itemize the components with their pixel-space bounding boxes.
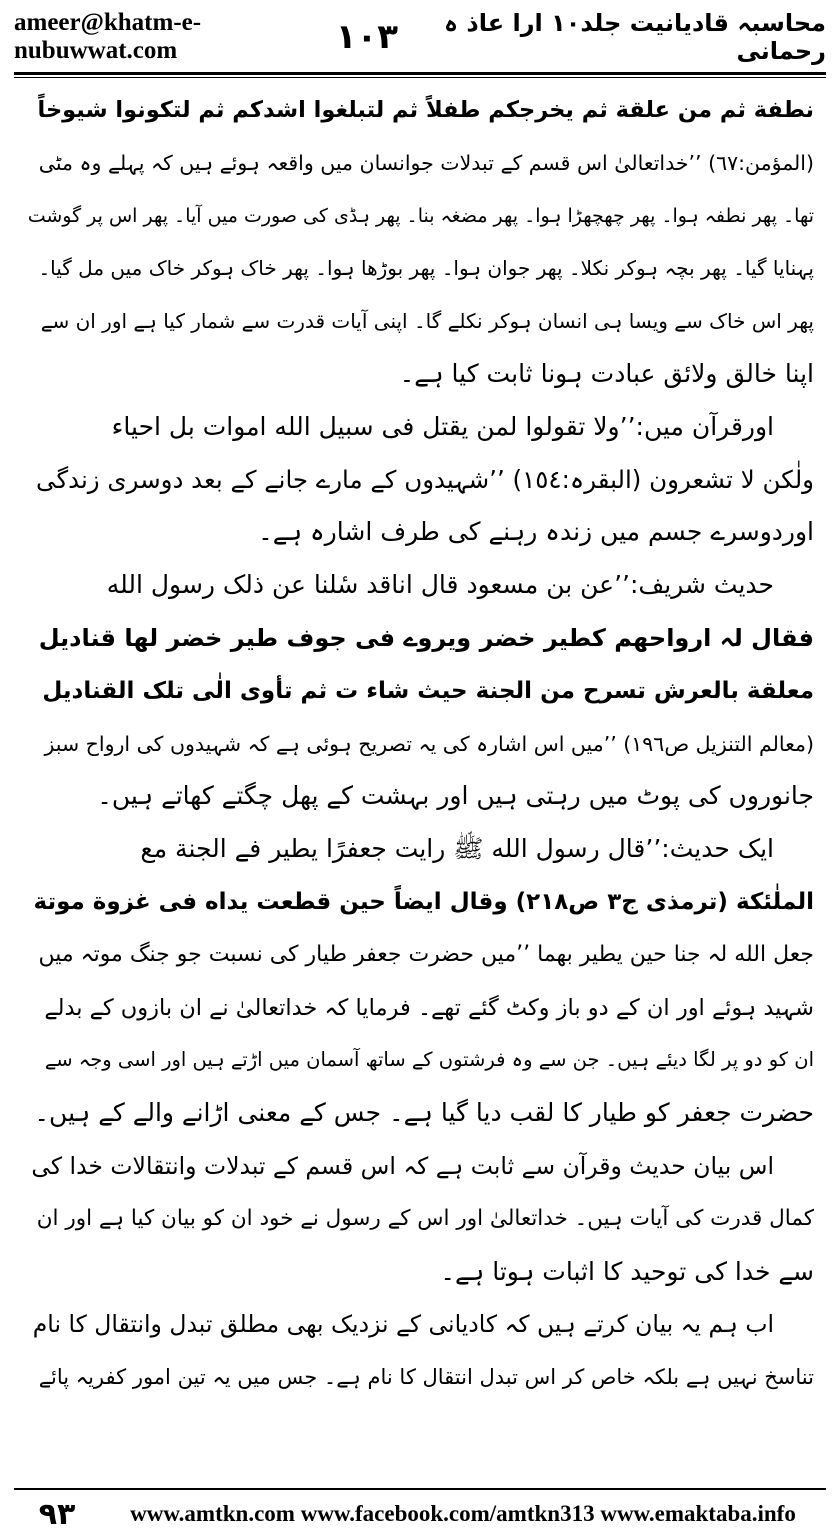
page-header [14,6,826,68]
text-line: معلقة بالعرش تسرح من الجنة حيث شاء ت ثم تأوی الٰی تلک القناديل [42,677,814,704]
text-line: ایک حدیث:’’قال رسول الله ﷺ رايت جعفرًا يطير فے الجنة مع [140,834,774,864]
header-rule [14,72,826,75]
header-page-number: ١٠٣ [335,17,399,57]
header-book-title: محاسبہ قادیانیت جلد۱۰ ارا عاذ ہ رحمانی [444,9,826,65]
page-footer [14,1488,826,1538]
text-line: پھر اس خاک سے ویسا ہی انسان ہوکر نکلے گا۔ اپنی آیات قدرت سے شمار کیا ہے اور ان سے [40,309,814,334]
header-left [14,9,398,65]
text-line: ان کو دو پر لگا دیئے ہیں۔ جن سے وہ فرشتوں کے ساتھ آسمان میں اڑتے ہیں اور اسی وجہ سے [44,1048,814,1072]
text-line: پہنایا گیا۔ پھر بچہ ہوکر نکلا۔ پھر جوان ہوا۔ پھر بوڑھا ہوا۔ پھر خاک ہوکر خاک میں مل گیا۔ [38,256,814,281]
text-line: ولٰكن لا تشعرون (البقرہ:١٥٤) ’’شہیدوں کے مارے جانے کے بعد دوسری زندگی [36,464,814,494]
header-email: ameer@khatm-e-nubuwwat.com [14,9,202,64]
page-body [28,84,814,1404]
footer-page-number: ٩٣ [38,1496,76,1532]
text-line: اوردوسرے جسم میں زندہ رہنے کی طرف اشارہ ہے۔ [258,517,814,547]
footer-websites: www.amtkn.com www.facebook.com/amtkn313 www.emaktaba.info [130,1501,796,1526]
text-line: جعل الله لہ جنا حين يطير بهما ’’میں حضرت جعفر طیار کی نسبت جو جنگ موتہ میں [38,941,814,967]
header-rule-thin [14,77,826,78]
text-line: اس بیان حدیث وقرآن سے ثابت ہے کہ اس قسم کے تبدلات وانتقالات خدا کی [31,1151,774,1180]
text-line: کمال قدرت کی آیات ہیں۔ خداتعالیٰ اور اس کے رسول نے خود ان کو بیان کیا ہے اور ان [36,1205,814,1231]
text-line: تناسخ نہیں ہے بلکہ خاص کر اس تبدل انتقال کا نام ہے۔ جس میں یہ تین امور کفریہ پائے [38,1365,814,1390]
text-line: تھا۔ پھر نطفہ ہوا۔ پھر چھچھڑا ہوا۔ پھر مضغہ بنا۔ پھر ہڈی کی صورت میں آیا۔ پھر اس پر گوشت [28,204,814,227]
text-line: حدیث شریف:’’عن بن مسعود قال اناقد سٔلنا عن ذلک رسول الله [106,570,774,600]
text-line: سے خدا کی توحید کا اثبات ہوتا ہے۔ [440,1256,814,1286]
text-line: اپنا خالق ولائق عبادت ہونا ثابت کیا ہے۔ [399,358,814,388]
text-line: الملٰئكة (ترمذی ج٣ ص٢١٨) وقال ايضاً حين قطعت يداه فی غزوة موتة [33,888,814,915]
text-line: اب ہم یہ بیان کرتے ہیں کہ کادیانی کے نزدیک بھی مطلق تبدل وانتقال کا نام [32,1310,774,1339]
text-line: شہید ہوئے اور ان کے دو باز وکٹ گئے تھے۔ فرمایا کہ خداتعالیٰ نے ان بازوں کے بدلے [44,994,814,1021]
text-line: جانوروں کی پوٹ میں رہتی ہیں اور بہشت کے پھل چگتے کھاتے ہیں۔ [97,781,814,811]
text-line: اورقرآن میں:’’ولا تقولوا لمن يقتل فی سبيل الله اموات بل احياء [111,411,774,441]
text-line: (معالم التنزيل ص١٩٦) ’’میں اس اشارہ کی یہ تصریح ہوئی ہے کہ شہیدوں کی ارواح سبز [44,731,814,756]
text-line: (المؤمن:٦٧) ’’خداتعالیٰ اس قسم کے تبدلات جوانسان میں واقعہ ہوئے ہیں کہ پہلے وہ مٹی [38,150,814,175]
text-line: حضرت جعفر کو طیار کا لقب دیا گیا ہے۔ جس کے معنی اڑانے والے کے ہیں۔ [34,1098,814,1128]
text-line: فقال لہ ارواحھم کطير خضر ويروے فی جوف طير خضر لها قناديل [38,623,814,652]
text-line: نطفة ثم من علقة ثم يخرجكم طفلاً ثم لتبلغوا اشدكم ثم لتكونوا شيوخاً [37,97,814,123]
